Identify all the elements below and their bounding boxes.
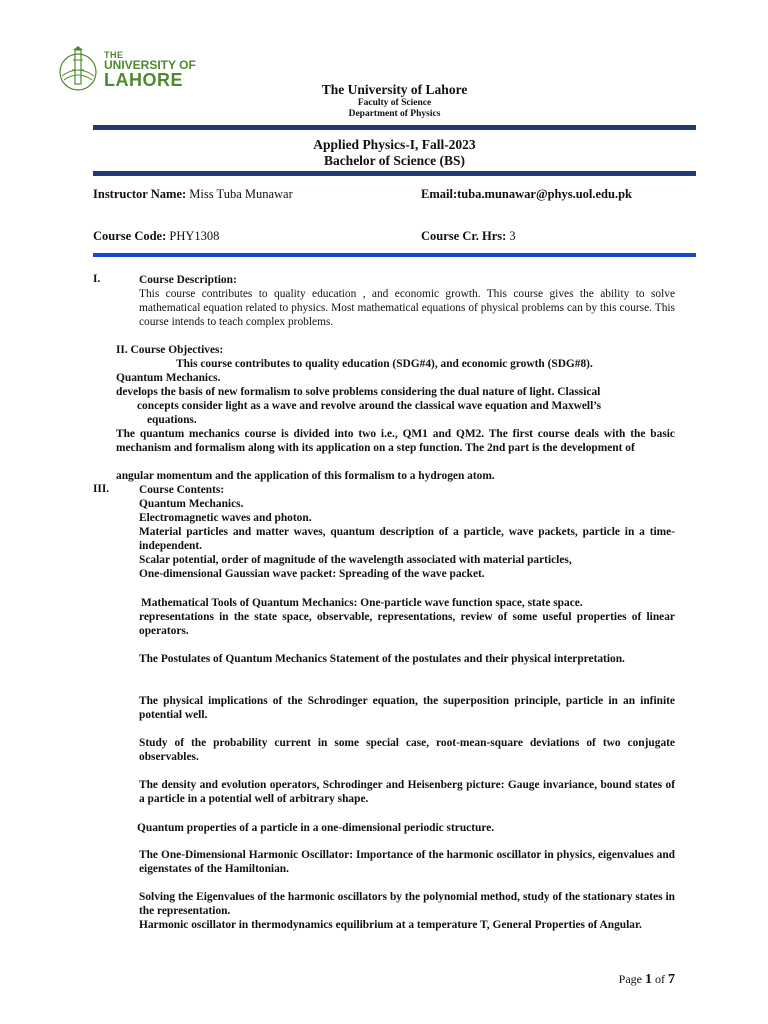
of-word: of (655, 972, 665, 986)
logo-line-university: UNIVERSITY OF (104, 58, 196, 72)
objectives-paragraph: The quantum mechanics course is divided into two i.e., QM1 and QM2. The first course deals with the basic mechanism and formalism along with its application on a step function. The 2nd part is the development of (116, 428, 675, 454)
logo-line-the: THE (104, 50, 124, 60)
course-code-value: PHY1308 (169, 229, 220, 243)
section-1-numeral: I. (93, 273, 101, 285)
objectives-line-6: angular momentum and the application of this formalism to a hydrogen atom. (116, 470, 495, 482)
content-item: Electromagnetic waves and photon. (139, 512, 312, 524)
page-total: 7 (668, 972, 675, 987)
content-block: The One-Dimensional Harmonic Oscillator: Importance of the harmonic oscillator in physics, eigenvalues and eigenstates of the Hamiltonian. (139, 849, 675, 875)
content-item: Scalar potential, order of magnitude of the wavelength associated with material particles, (139, 554, 572, 566)
content-block: Study of the probability current in some special case, root-mean-square deviations of two conjugate observables. (139, 737, 675, 763)
objectives-sdg-line: This course contributes to quality education (SDG#4), and economic growth (SDG#8). (176, 358, 593, 370)
objectives-line-3: develops the basis of new formalism to solve problems considering the dual nature of light. Classical (116, 386, 601, 398)
instructor-row (93, 187, 293, 202)
instructor-value: Miss Tuba Munawar (189, 187, 293, 201)
info-divider (93, 253, 696, 257)
content-block: The Postulates of Quantum Mechanics Statement of the postulates and their physical interpretation. (139, 653, 625, 665)
objectives-line-4: concepts consider light as a wave and revolve around the classical wave equation and Maxwell’s (137, 400, 602, 412)
title-divider (93, 171, 696, 176)
content-item: One-dimensional Gaussian wave packet: Spreading of the wave packet. (139, 568, 485, 580)
university-name: The University of Lahore (321, 82, 468, 97)
course-code-label: Course Code: (93, 229, 167, 243)
credit-hours-label: Course Cr. Hrs: (421, 229, 507, 243)
program-title: Bachelor of Science (BS) (323, 153, 466, 168)
page-current: 1 (645, 972, 652, 987)
faculty-name: Faculty of Science (357, 98, 432, 108)
header-divider (93, 125, 696, 130)
course-code-row (93, 229, 219, 244)
section-3-numeral: III. (93, 483, 110, 495)
instructor-email: Email:tuba.munawar@phys.uol.edu.pk (421, 187, 632, 201)
section-3-heading: Course Contents: (139, 484, 225, 496)
content-block: Solving the Eigenvalues of the harmonic oscillators by the polynomial method, study of the stationary states in the representation. (139, 891, 675, 917)
content-block: The physical implications of the Schrodinger equation, the superposition principle, particle in an infinite potential well. (139, 695, 675, 721)
department-name: Department of Physics (348, 109, 441, 119)
objectives-line-5: equations. (147, 414, 197, 426)
content-block: The density and evolution operators, Schrodinger and Heisenberg picture: Gauge invariance, bound states of a particle in a potential well of arbitrary shape. (139, 779, 675, 805)
section-2-heading: II. Course Objectives: (116, 344, 224, 356)
content-block: Harmonic oscillator in thermodynamics equilibrium at a temperature T, General Properties of Angular. (139, 919, 642, 931)
content-block: representations in the state space, observable, representations, review of some useful properties of linear operators. (139, 611, 675, 637)
credit-hours-value: 3 (509, 229, 516, 243)
logo-line-lahore: LAHORE (104, 70, 183, 90)
content-item: Material particles and matter waves, quantum description of a particle, wave packets, particle in a time- independent. (139, 526, 675, 552)
page-word: Page (618, 972, 642, 986)
section-1-heading: Course Description: (139, 274, 237, 286)
objectives-qm-line: Quantum Mechanics. (116, 372, 221, 384)
page-number (619, 972, 675, 988)
content-block: Mathematical Tools of Quantum Mechanics: One-particle wave function space, state space. (141, 597, 583, 609)
content-block: Quantum properties of a particle in a one-dimensional periodic structure. (137, 822, 495, 834)
instructor-label: Instructor Name: (93, 187, 187, 201)
content-item: Quantum Mechanics. (139, 498, 244, 510)
course-description-text: This course contributes to quality education , and economic growth. This course gives the ability to solve mathematical equation related to physics. Most mathematical equations of physical problems can by this course. This course intends to teach complex problems. (139, 288, 675, 328)
credit-hours-row (421, 229, 516, 244)
course-title: Applied Physics-I, Fall-2023 (313, 137, 476, 152)
